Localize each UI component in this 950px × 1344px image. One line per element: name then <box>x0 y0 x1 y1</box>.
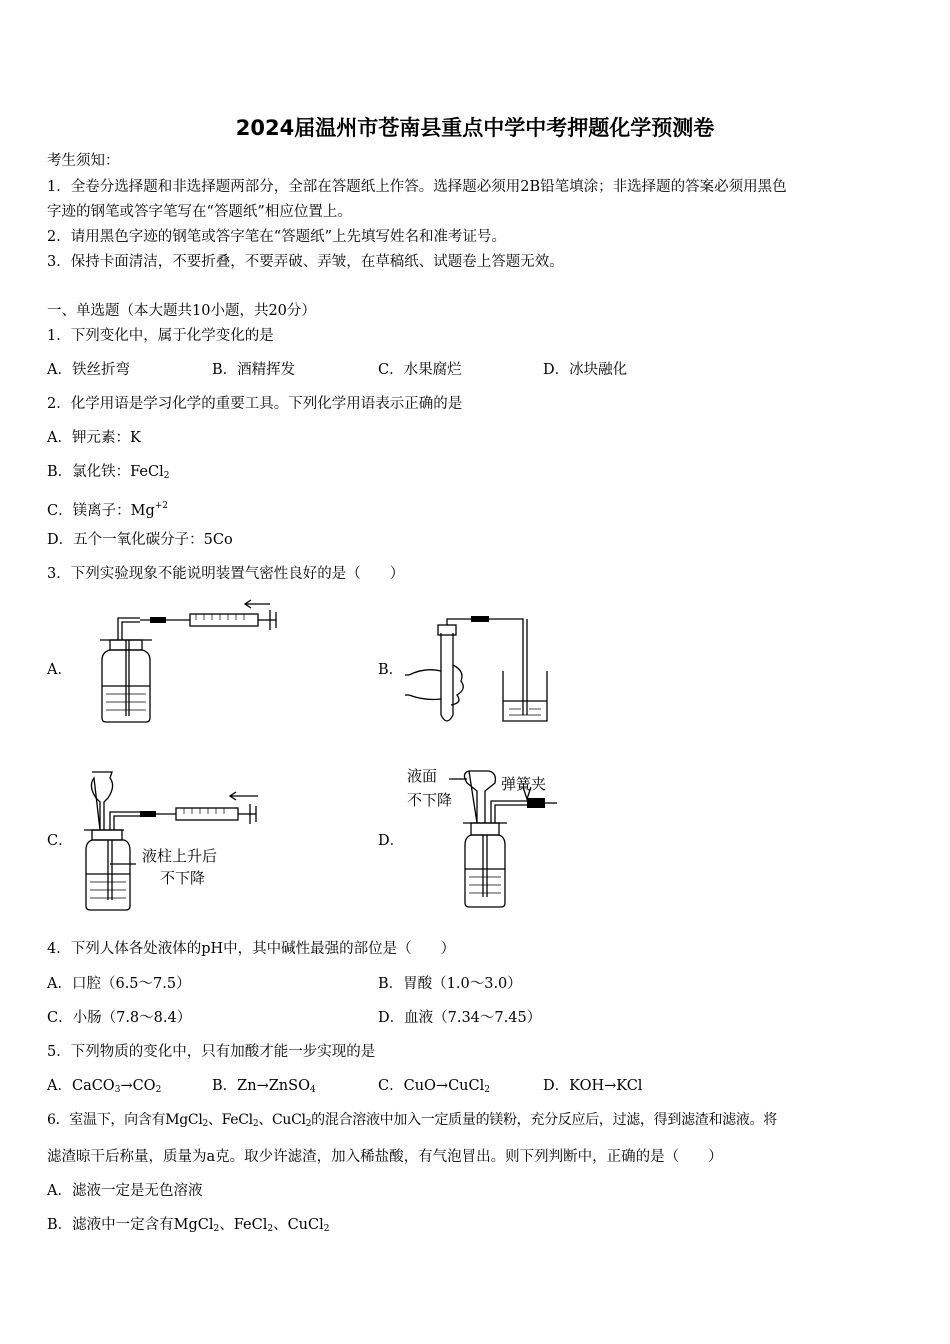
q5-stem: 5．下列物质的变化中，只有加酸才能一步实现的是 <box>47 1044 376 1060</box>
page-title: 2024届温州市苍南县重点中学中考押题化学预测卷 <box>235 116 715 140</box>
q2-stem: 2．化学用语是学习化学的重要工具。下列化学用语表示正确的是 <box>47 396 463 412</box>
q2-option-a: A．钾元素：K <box>47 430 141 446</box>
q3-label-a: A． <box>47 662 72 678</box>
q6-stem-line-1: 6．室温下，向含有MgCl$_2$、FeCl$_2$、CuCl$_2$的混合溶液中加入一定质量的镁粉，充分反应后，过滤，得到滤渣和滤液。将 <box>47 1112 777 1129</box>
q4-stem: 4．下列人体各处液体的pH中，其中碱性最强的部位是（ ） <box>47 941 456 957</box>
q4-option-b: B．胃酸（1.0～3.0） <box>378 976 522 992</box>
q4-option-d: D．血液（7.34～7.45） <box>378 1010 542 1026</box>
notice-line-2: 2．请用黑色字迹的钢笔或答字笔在“答题纸”上先填写姓名和准考证号。 <box>47 229 507 245</box>
q5-option-c: C．CuO→CuCl$_2$ <box>378 1078 490 1095</box>
d-note-spring-clip: 弹簧夹 <box>501 775 547 793</box>
d-note-surface: 液面 <box>407 767 438 785</box>
q1-option-b: B．酒精挥发 <box>212 362 296 378</box>
apparatus-d-diagram <box>405 765 565 915</box>
apparatus-b-diagram <box>405 615 565 730</box>
q1-option-c: C．水果腐烂 <box>378 362 462 378</box>
q1-option-a: A．铁丝折弯 <box>47 362 130 378</box>
q5-option-a: A．$CaCO_3\to CO_2$ <box>47 1078 162 1095</box>
q6-stem-line-2: 滤渣晾干后称量，质量为a克。取少许滤渣，加入稀盐酸，有气泡冒出。则下列判断中，正确的是（ ） <box>47 1149 723 1165</box>
q4-option-c: C．小肠（7.8～8.4） <box>47 1010 192 1026</box>
notice-line-1b: 字迹的钢笔或答字笔写在“答题纸”相应位置上。 <box>47 204 352 220</box>
q3-label-b: B． <box>378 662 404 678</box>
notice-line-1: 1．全卷分选择题和非选择题两部分，全部在答题纸上作答。选择题必须用2B铅笔填涂；非选择题的答案必须用黑色 <box>47 179 787 195</box>
q2-option-c: C．镁离子：$Mg^{+2}$ <box>47 501 169 519</box>
apparatus-c-diagram <box>80 770 280 915</box>
q3-label-d: D． <box>378 833 405 849</box>
q4-option-a: A．口腔（6.5～7.5） <box>47 976 191 992</box>
q3-stem: 3．下列实验现象不能说明装置气密性良好的是（ ） <box>47 566 405 582</box>
q2-option-b: B．氯化铁：FeCl$_2$ <box>47 464 170 481</box>
c-note-line-1: 液柱上升后 <box>142 847 218 865</box>
c-note-line-2: 不下降 <box>160 869 206 887</box>
q5-option-b: B．Zn→ZnSO$_4$ <box>212 1078 316 1095</box>
q1-stem: 1．下列变化中，属于化学变化的是 <box>47 328 274 344</box>
q1-option-d: D．冰块融化 <box>543 362 628 378</box>
q6-option-a: A．滤液一定是无色溶液 <box>47 1183 203 1199</box>
q3-label-c: C． <box>47 833 73 849</box>
section-heading: 一、单选题（本大题共10小题，共20分） <box>47 303 316 319</box>
notice-line-3: 3．保持卡面清洁，不要折叠，不要弄破、弄皱，在草稿纸、试题卷上答题无效。 <box>47 254 564 270</box>
q6-option-b: B．滤液中一定含有MgCl$_2$、FeCl$_2$、CuCl$_2$ <box>47 1217 330 1234</box>
notice-heading: 考生须知： <box>47 153 120 169</box>
q5-option-d: D．KOH→KCl <box>543 1078 643 1094</box>
q2-option-d: D．五个一氧化碳分子：5Co <box>47 532 233 548</box>
apparatus-a-diagram <box>80 598 280 728</box>
d-note-no-drop: 不下降 <box>407 791 453 809</box>
